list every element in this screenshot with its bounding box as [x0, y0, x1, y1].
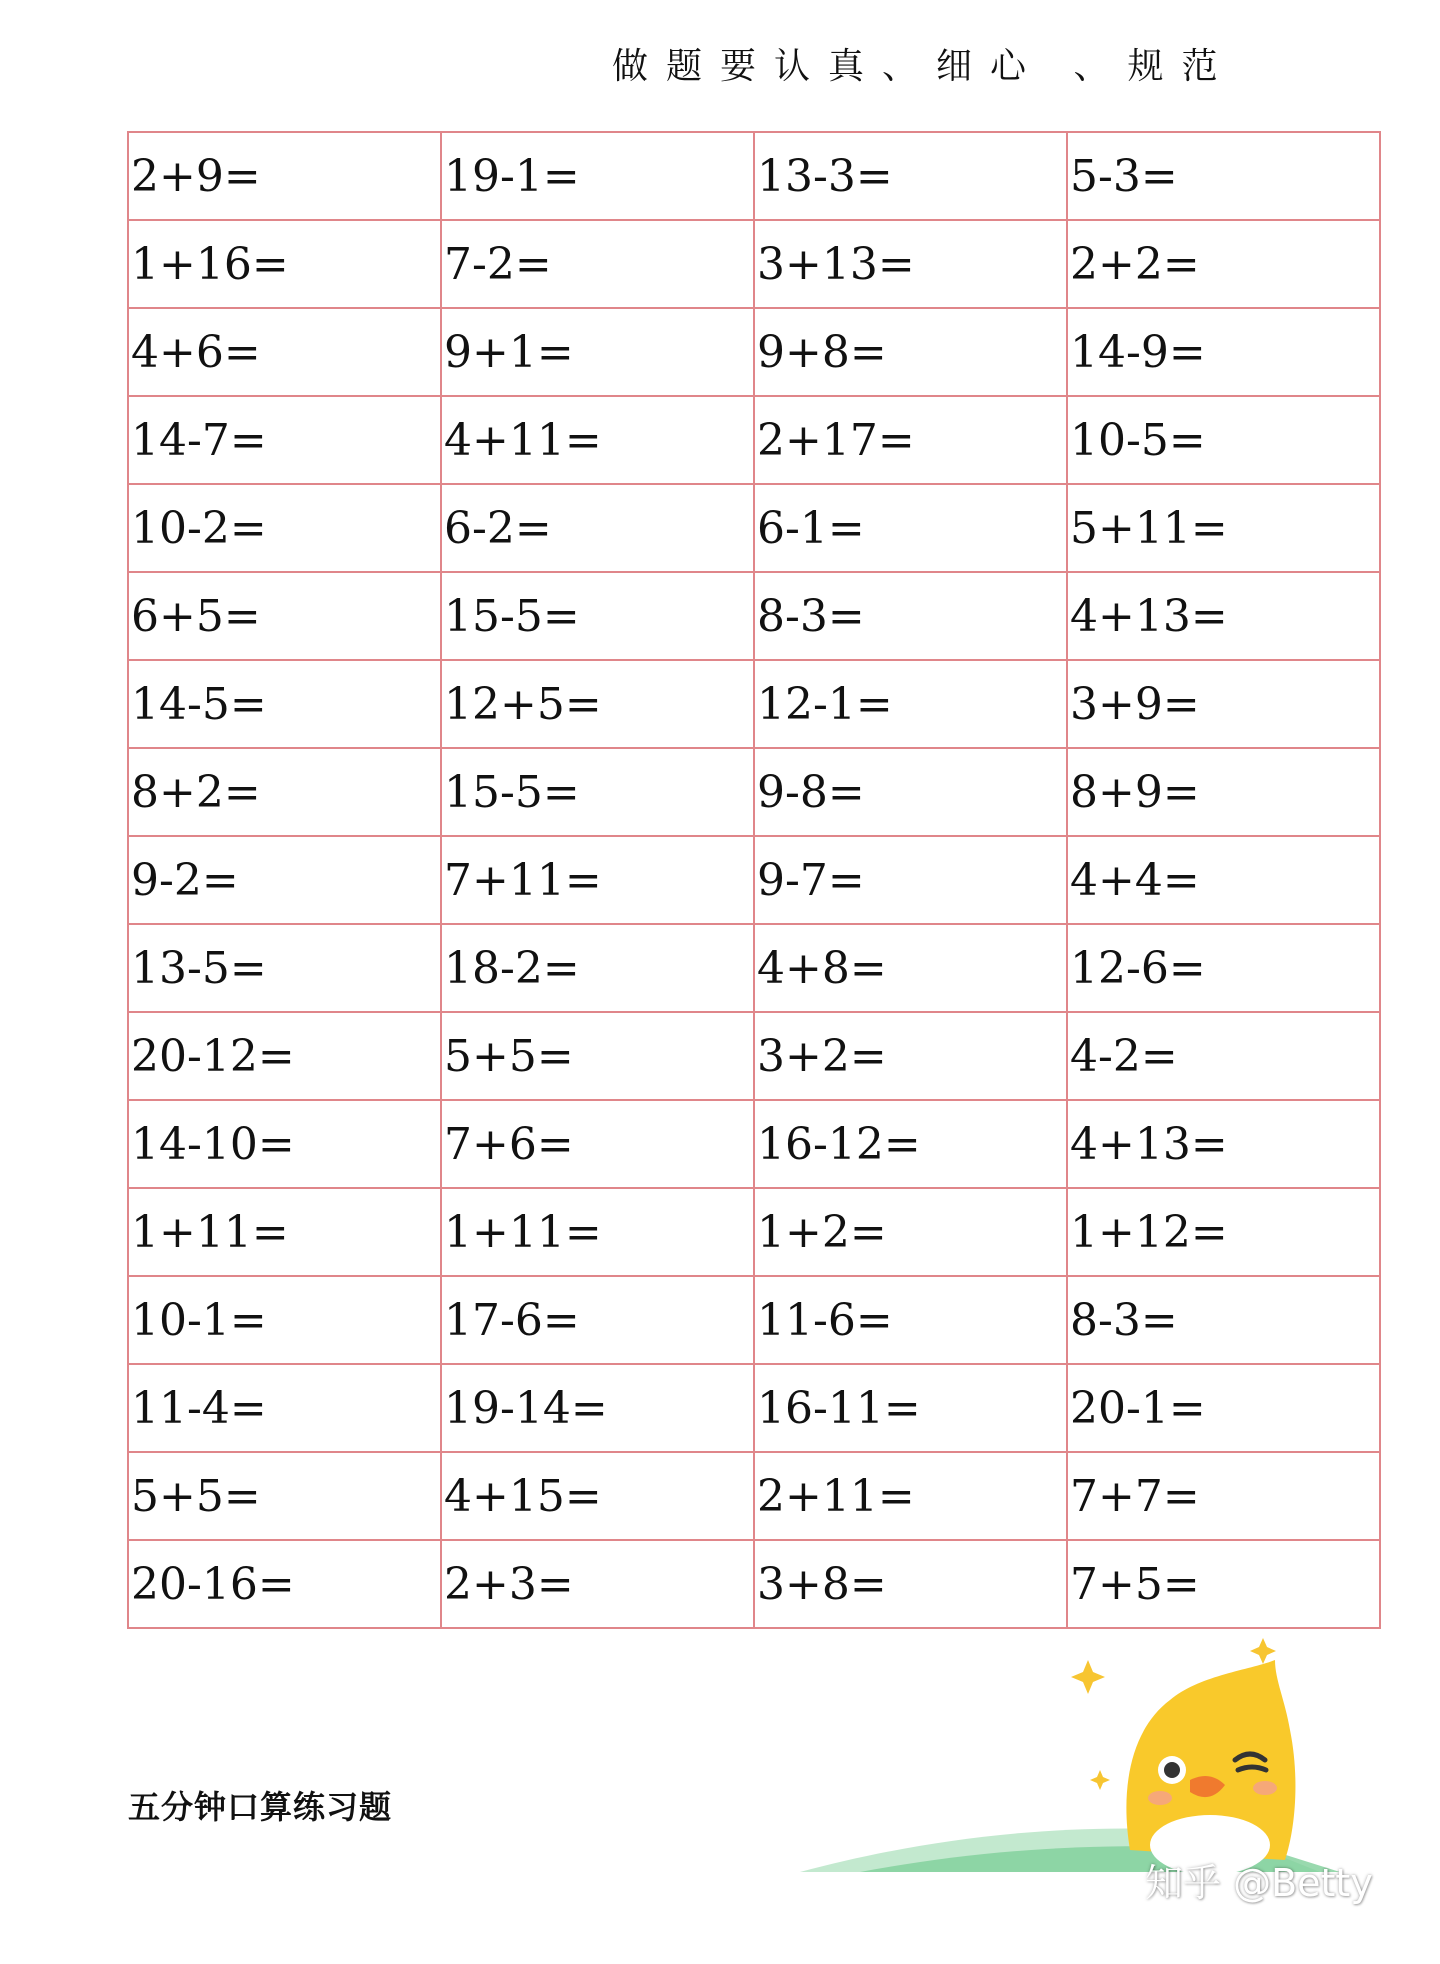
table-row	[128, 1100, 1380, 1188]
table-row	[128, 220, 1380, 308]
problem-cell: 2+9=	[128, 132, 441, 220]
problem-cell: 9-2=	[128, 836, 441, 924]
problem-cell: 5-3=	[1067, 132, 1380, 220]
table-row	[128, 1276, 1380, 1364]
sparkle-icon	[1090, 1770, 1110, 1790]
problem-cell: 2+2=	[1067, 220, 1380, 308]
problem-cell: 4+13=	[1067, 572, 1380, 660]
table-row	[128, 396, 1380, 484]
problem-cell: 12-1=	[754, 660, 1067, 748]
problem-cell: 2+11=	[754, 1452, 1067, 1540]
problem-cell: 1+12=	[1067, 1188, 1380, 1276]
problem-cell: 13-5=	[128, 924, 441, 1012]
problem-cell: 14-10=	[128, 1100, 441, 1188]
sparkle-icon	[1071, 1660, 1105, 1694]
table-row	[128, 924, 1380, 1012]
problem-grid-body	[128, 132, 1380, 1628]
problem-cell: 1+11=	[441, 1188, 754, 1276]
table-row	[128, 1540, 1380, 1628]
problem-cell: 6-2=	[441, 484, 754, 572]
problem-cell: 1+16=	[128, 220, 441, 308]
problem-cell: 15-5=	[441, 572, 754, 660]
problem-cell: 14-7=	[128, 396, 441, 484]
problem-cell: 9-7=	[754, 836, 1067, 924]
problem-cell: 5+5=	[128, 1452, 441, 1540]
table-row	[128, 308, 1380, 396]
problem-cell: 4+15=	[441, 1452, 754, 1540]
problem-cell: 11-6=	[754, 1276, 1067, 1364]
table-row	[128, 1012, 1380, 1100]
problem-cell: 4-2=	[1067, 1012, 1380, 1100]
problem-cell: 10-1=	[128, 1276, 441, 1364]
problem-cell: 3+13=	[754, 220, 1067, 308]
problem-cell: 7+11=	[441, 836, 754, 924]
problem-cell: 4+13=	[1067, 1100, 1380, 1188]
problem-cell: 16-12=	[754, 1100, 1067, 1188]
problem-cell: 8-3=	[1067, 1276, 1380, 1364]
problem-cell: 7+7=	[1067, 1452, 1380, 1540]
table-row	[128, 748, 1380, 836]
problem-cell: 8+2=	[128, 748, 441, 836]
yellow-chick-mascot-icon	[1060, 1620, 1320, 1880]
problem-cell: 6-1=	[754, 484, 1067, 572]
problem-cell: 20-12=	[128, 1012, 441, 1100]
problem-cell: 7-2=	[441, 220, 754, 308]
watermark-text: 知乎 @Betty	[1145, 1861, 1373, 1905]
table-row	[128, 572, 1380, 660]
arithmetic-problem-grid	[127, 131, 1381, 1629]
problem-cell: 19-1=	[441, 132, 754, 220]
problem-cell: 9+1=	[441, 308, 754, 396]
problem-cell: 5+5=	[441, 1012, 754, 1100]
problem-cell: 9-8=	[754, 748, 1067, 836]
problem-cell: 5+11=	[1067, 484, 1380, 572]
problem-cell: 7+6=	[441, 1100, 754, 1188]
table-row	[128, 484, 1380, 572]
problem-cell: 14-9=	[1067, 308, 1380, 396]
table-row	[128, 1364, 1380, 1452]
problem-cell: 17-6=	[441, 1276, 754, 1364]
problem-cell: 19-14=	[441, 1364, 754, 1452]
problem-cell: 4+11=	[441, 396, 754, 484]
table-row	[128, 836, 1380, 924]
table-row	[128, 1452, 1380, 1540]
problem-cell: 6+5=	[128, 572, 441, 660]
problem-cell: 9+8=	[754, 308, 1067, 396]
problem-cell: 4+8=	[754, 924, 1067, 1012]
table-row	[128, 132, 1380, 220]
problem-cell: 8+9=	[1067, 748, 1380, 836]
problem-cell: 4+6=	[128, 308, 441, 396]
worksheet-title: 五分钟口算练习题	[128, 1788, 393, 1826]
problem-cell: 4+4=	[1067, 836, 1380, 924]
problem-cell: 2+3=	[441, 1540, 754, 1628]
problem-cell: 20-1=	[1067, 1364, 1380, 1452]
problem-cell: 15-5=	[441, 748, 754, 836]
problem-cell: 8-3=	[754, 572, 1067, 660]
problem-cell: 2+17=	[754, 396, 1067, 484]
table-row	[128, 1188, 1380, 1276]
problem-cell: 10-2=	[128, 484, 441, 572]
problem-cell: 7+5=	[1067, 1540, 1380, 1628]
problem-cell: 20-16=	[128, 1540, 441, 1628]
problem-cell: 1+11=	[128, 1188, 441, 1276]
problem-cell: 3+9=	[1067, 660, 1380, 748]
problem-cell: 14-5=	[128, 660, 441, 748]
page-header-title: 做题要认真、细心 、规范	[612, 46, 1236, 87]
problem-cell: 16-11=	[754, 1364, 1067, 1452]
problem-cell: 13-3=	[754, 132, 1067, 220]
table-row	[128, 660, 1380, 748]
problem-cell: 11-4=	[128, 1364, 441, 1452]
problem-cell: 10-5=	[1067, 396, 1380, 484]
problem-cell: 3+2=	[754, 1012, 1067, 1100]
problem-cell: 3+8=	[754, 1540, 1067, 1628]
problem-cell: 18-2=	[441, 924, 754, 1012]
sparkle-icon	[1250, 1638, 1276, 1664]
problem-cell: 12-6=	[1067, 924, 1380, 1012]
problem-cell: 1+2=	[754, 1188, 1067, 1276]
problem-cell: 12+5=	[441, 660, 754, 748]
